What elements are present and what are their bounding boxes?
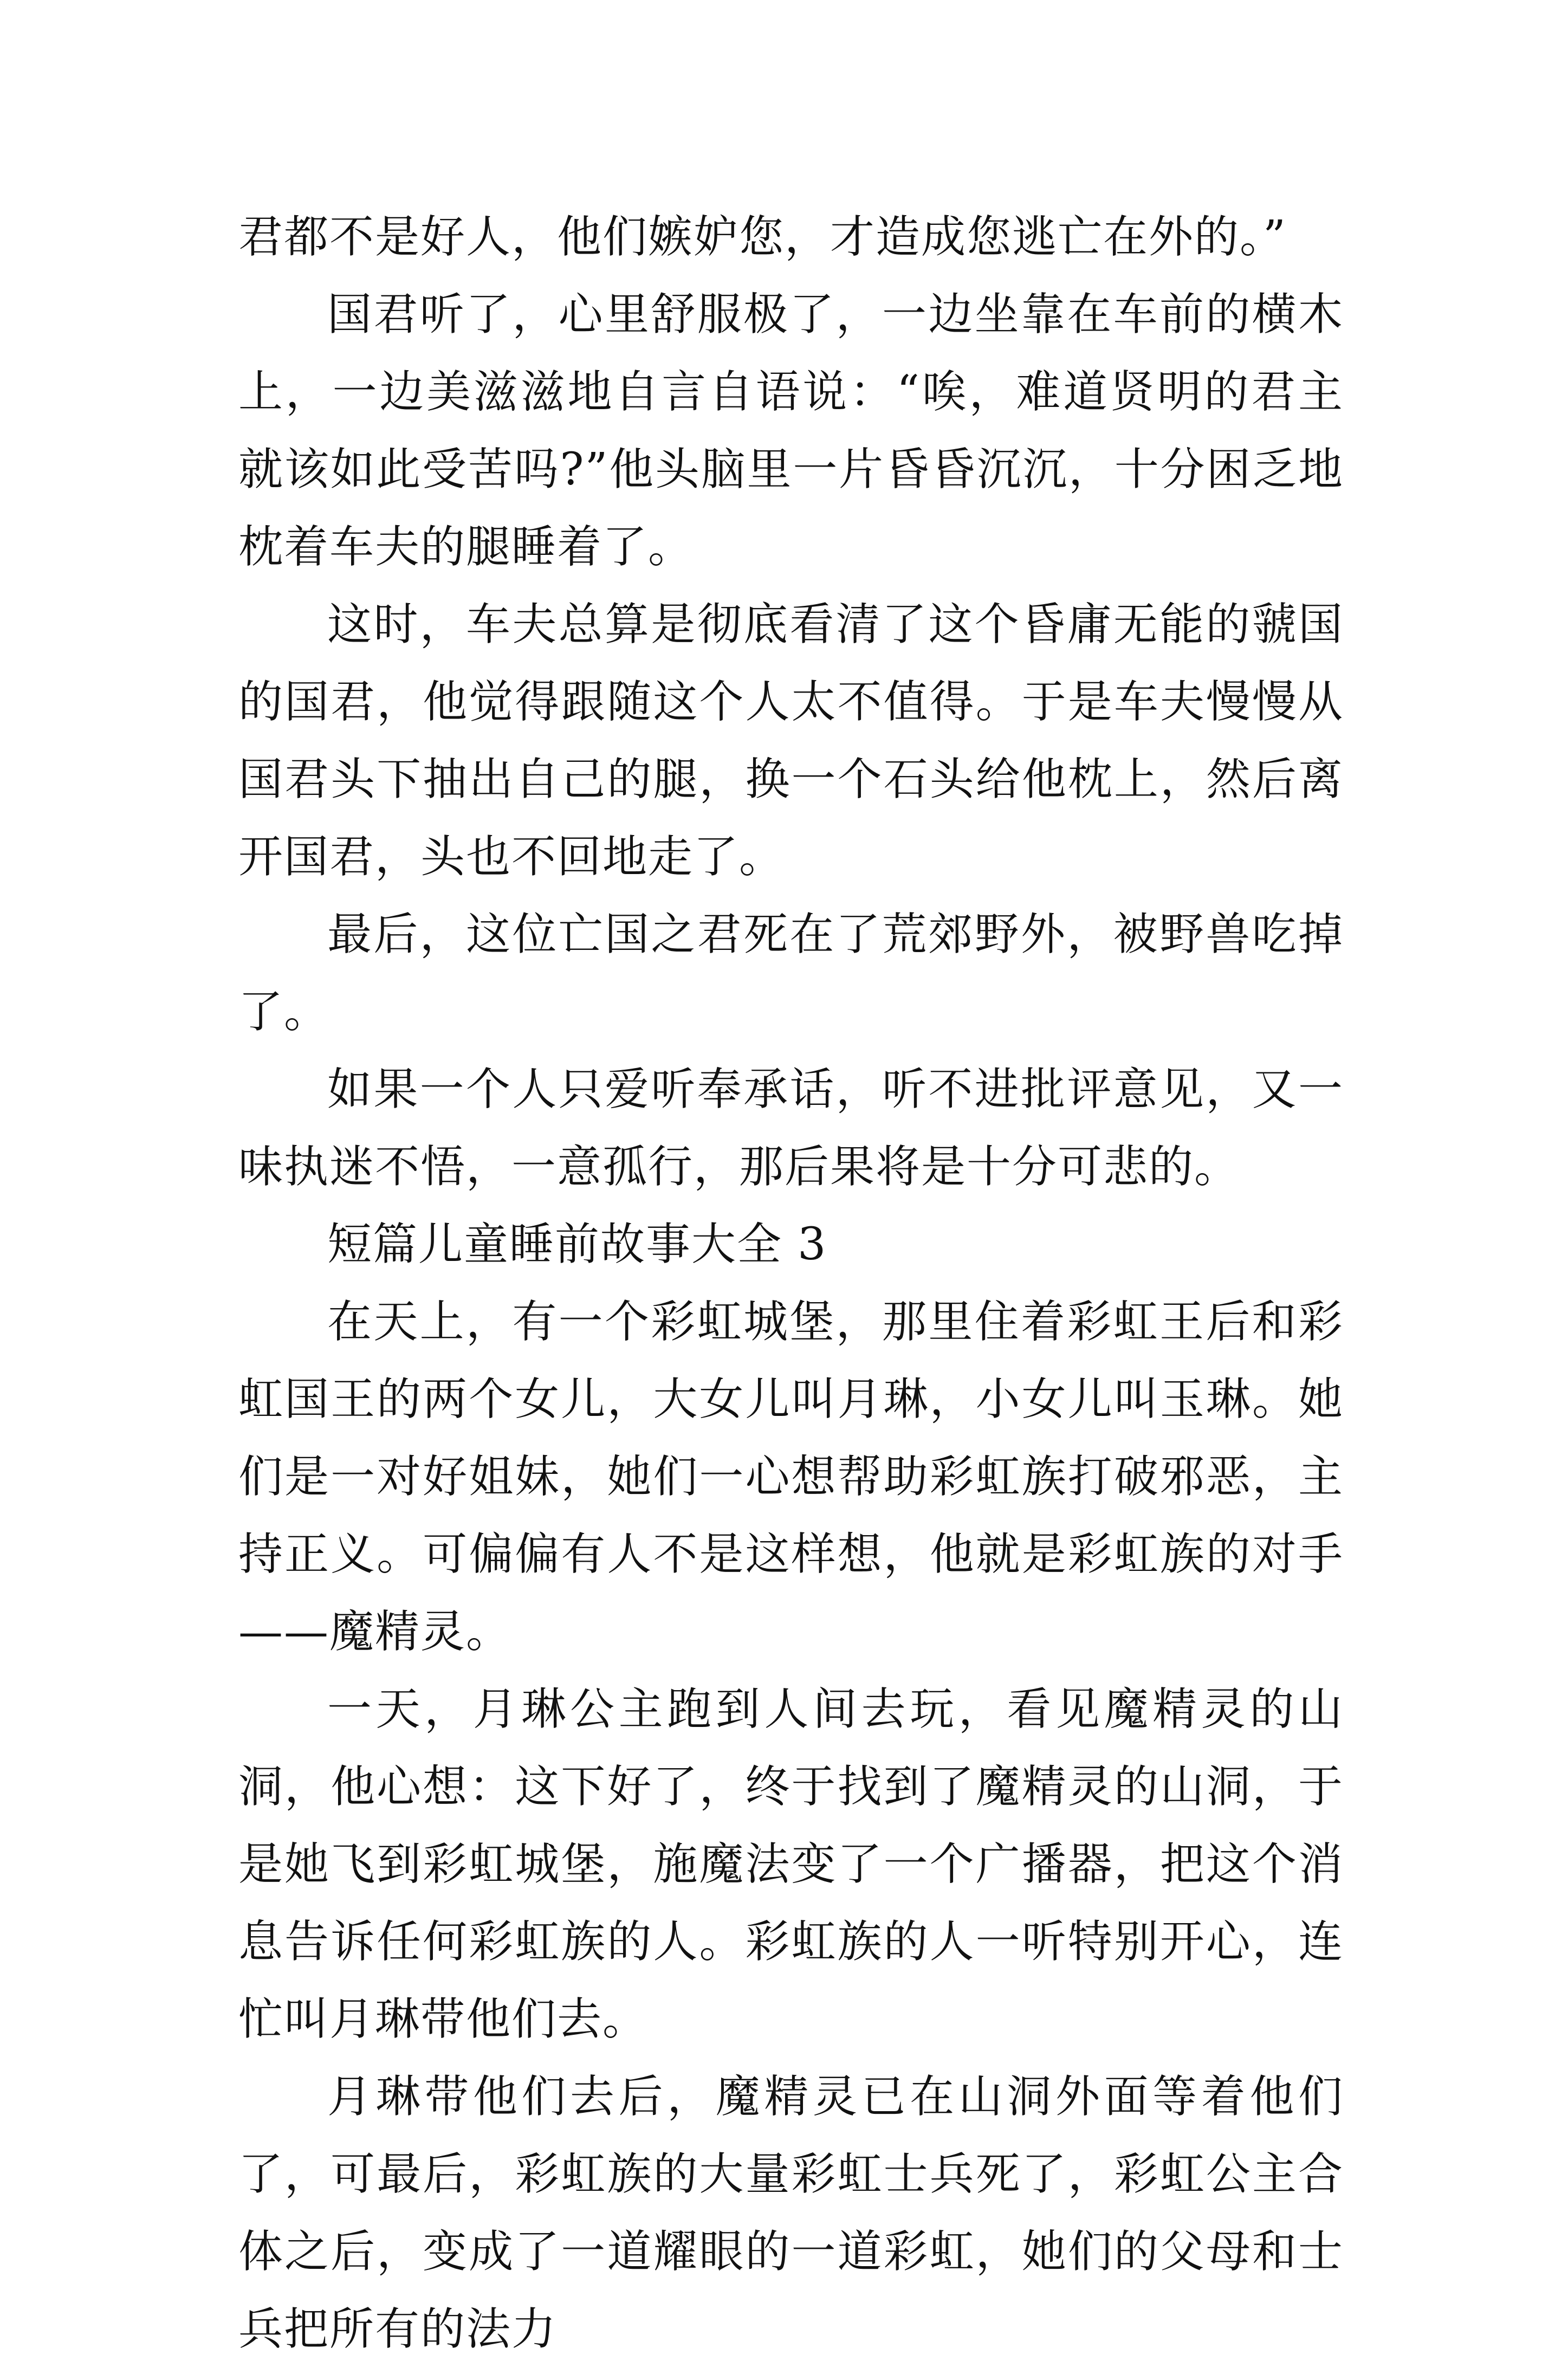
paragraph: 月琳带他们去后，魔精灵已在山洞外面等着他们了，可最后，彩虹族的大量彩虹士兵死了，彩虹公主合体之后，变成了一道耀眼的一道彩虹，她们的父母和士兵把所有的法力 <box>238 2071 1344 2355</box>
section-heading: 短篇儿童睡前故事大全 3 <box>327 1219 827 1270</box>
paragraph: 一天，月琳公主跑到人间去玩，看见魔精灵的山洞，他心想：这下好了，终于找到了魔精灵的山洞，于是她飞到彩虹城堡，施魔法变了一个广播器，把这个消息告诉任何彩虹族的人。彩虹族的人一听特别开心，连忙叫月琳带他们去。 <box>238 1684 1344 2045</box>
paragraph: 国君听了，心里舒服极了，一边坐靠在车前的横木上，一边美滋滋地自言自语说：“唉，难道贤明的君主就该如此受苦吗?”他头脑里一片昏昏沉沉，十分困乏地枕着车夫的腿睡着了。 <box>238 289 1344 573</box>
paragraph: 君都不是好人，他们嫉妒您，才造成您逃亡在外的。” <box>238 211 1287 263</box>
body-text <box>238 198 1344 2368</box>
paragraph: 这时，车夫总算是彻底看清了这个昏庸无能的虢国的国君，他觉得跟随这个人太不值得。于是车夫慢慢从国君头下抽出自己的腿，换一个石头给他枕上，然后离开国君，头也不回地走了。 <box>238 599 1344 883</box>
paragraph: 如果一个人只爱听奉承话，听不进批评意见，又一味执迷不悟，一意孤行，那后果将是十分可悲的。 <box>238 1064 1344 1193</box>
paragraph: 最后，这位亡国之君死在了荒郊野外，被野兽吃掉了。 <box>238 909 1344 1038</box>
paragraph: 在天上，有一个彩虹城堡，那里住着彩虹王后和彩虹国王的两个女儿，大女儿叫月琳，小女儿叫玉琳。她们是一对好姐妹，她们一心想帮助彩虹族打破邪恶，主持正义。可偏偏有人不是这样想，他就是彩虹族的对手——魔精灵。 <box>238 1296 1344 1658</box>
